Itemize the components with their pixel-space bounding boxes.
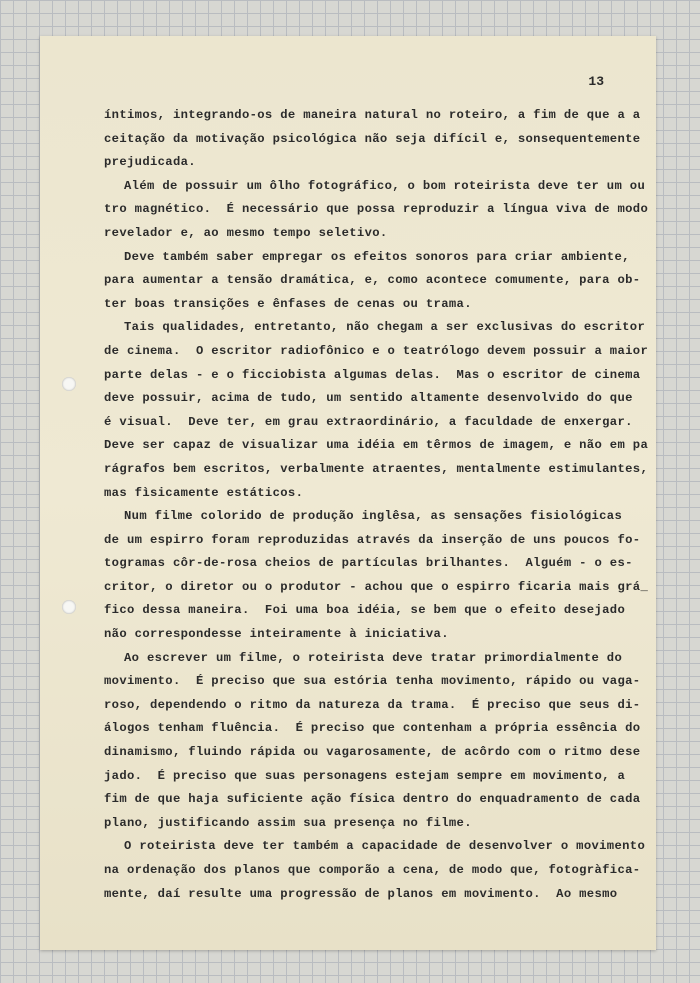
text-line: togramas côr-de-rosa cheios de partículas brilhantes. Alguém - o es- xyxy=(104,556,633,571)
text-line: íntimos, integrando-os de maneira natural no roteiro, a fim de que a a xyxy=(104,108,641,122)
text-line: fim de que haja suficiente ação física dentro do enquadramento de cada xyxy=(104,792,641,807)
text-line: rágrafos bem escritos, verbalmente atraentes, mentalmente estimulantes, xyxy=(104,461,649,476)
text-line: mas fìsicamente estáticos. xyxy=(104,485,304,500)
text-line: é visual. Deve ter, em grau extraordinário, a faculdade de enxergar. xyxy=(104,414,633,429)
text-line: roso, dependendo o ritmo da natureza da trama. É preciso que seus di- xyxy=(104,697,641,712)
text-line: dinamismo, fluindo rápida ou vagarosamente, de acôrdo com o ritmo dese xyxy=(104,745,641,760)
text-line: parte delas - e o ficciobista algumas delas. Mas o escritor de cinema xyxy=(104,367,641,382)
text-line: álogos tenham fluência. É preciso que contenham a própria essência do xyxy=(104,721,641,736)
text-line: ceitação da motivação psicológica não seja difícil e, sonsequentemente xyxy=(104,131,641,146)
punch-hole-bottom xyxy=(62,600,76,614)
text-line: Ao escrever um filme, o roteirista deve tratar primordialmente do xyxy=(124,650,623,665)
text-line: fico dessa maneira. Foi uma boa idéia, se bem que o efeito desejado xyxy=(104,603,626,618)
text-line: Num filme colorido de produção inglêsa, as sensações fisiológicas xyxy=(124,509,623,524)
text-line: movimento. É preciso que sua estória tenha movimento, rápido ou vaga- xyxy=(104,674,641,689)
text-line: jado. É preciso que suas personagens estejam sempre em movimento, a xyxy=(104,768,626,783)
text-line: plano, justificando assim sua presença no filme. xyxy=(104,815,472,830)
text-line: para aumentar a tensão dramática, e, como acontece comumente, para ob- xyxy=(104,273,641,288)
page-number: 13 xyxy=(588,74,604,89)
text-line: de um espirro foram reproduzidas através da inserção de uns poucos fo- xyxy=(104,532,641,547)
text-line: Além de possuir um ôlho fotográfico, o bom roteirista deve ter um ou xyxy=(124,178,646,193)
text-line: tro magnético. É necessário que possa reproduzir a língua viva de modo xyxy=(104,202,649,217)
text-line: Tais qualidades, entretanto, não chegam a ser exclusivas do escritor xyxy=(124,320,646,335)
text-line: Deve também saber empregar os efeitos sonoros para criar ambiente, xyxy=(124,249,630,264)
text-line: mente, daí resulte uma progressão de planos em movimento. Ao mesmo xyxy=(104,886,618,901)
text-line: Deve ser capaz de visualizar uma idéia em têrmos de imagem, e não em pa xyxy=(104,438,649,453)
text-line: deve possuir, acima de tudo, um sentido altamente desenvolvido do que xyxy=(104,391,633,406)
text-line: O roteirista deve ter também a capacidade de desenvolver o movimento xyxy=(124,839,646,854)
text-line: não correspondesse inteiramente à iniciativa. xyxy=(104,627,449,642)
text-line: prejudicada. xyxy=(104,155,196,170)
text-line: critor, o diretor ou o produtor - achou que o espirro ficaria mais grá_ xyxy=(104,579,649,594)
text-line: ter boas transições e ênfases de cenas ou trama. xyxy=(104,296,472,311)
text-line: na ordenação dos planos que comporão a cena, de modo que, fotogràfica- xyxy=(104,863,641,877)
typewritten-page xyxy=(40,36,656,950)
body-text xyxy=(104,104,649,906)
text-line: revelador e, ao mesmo tempo seletivo. xyxy=(104,225,388,240)
text-line: de cinema. O escritor radiofônico e o teatrólogo devem possuir a maior xyxy=(104,343,649,358)
punch-hole-top xyxy=(62,377,76,391)
